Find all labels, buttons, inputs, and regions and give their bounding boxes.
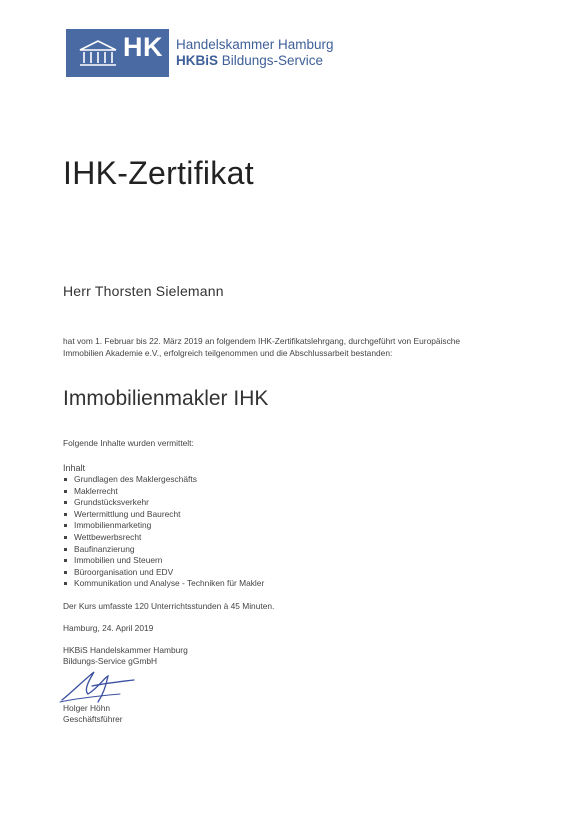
logo-box	[66, 29, 169, 77]
intro-line-2: Immobilien Akademie e.V., erfolgreich teilgenommen und die Abschlussarbeit bestanden:	[63, 347, 393, 358]
signer-block	[63, 703, 123, 725]
content-heading: Inhalt	[63, 463, 86, 473]
intro-text	[63, 336, 483, 359]
org-subname-rest: Bildungs-Service	[218, 53, 324, 68]
conveyed-text: Folgende Inhalte wurden vermittelt:	[63, 438, 194, 448]
signer-role: Geschäftsführer	[63, 714, 123, 724]
header-logo	[66, 29, 334, 77]
list-item: Maklerrecht	[63, 486, 264, 498]
list-item: Kommunikation und Analyse - Techniken für Makler	[63, 578, 264, 590]
course-title: Immobilienmakler IHK	[63, 387, 269, 410]
place-date: Hamburg, 24. April 2019	[63, 623, 154, 633]
course-hours: Der Kurs umfasste 120 Unterrichtsstunden à 45 Minuten.	[63, 601, 275, 611]
content-list	[63, 474, 264, 590]
issuer-org	[63, 645, 188, 667]
org-subname	[176, 53, 334, 69]
certificate-title: IHK-Zertifikat	[63, 155, 254, 191]
logo-text	[176, 37, 334, 69]
list-item: Immobilienmarketing	[63, 520, 264, 532]
signer-name: Holger Höhn	[63, 703, 111, 713]
list-item: Grundstücksverkehr	[63, 497, 264, 509]
list-item: Grundlagen des Maklergeschäfts	[63, 474, 264, 486]
issuer-org-line-2: Bildungs-Service gGmbH	[63, 656, 158, 666]
list-item: Immobilien und Steuern	[63, 555, 264, 567]
org-subname-bold: HKBiS	[176, 53, 219, 68]
list-item: Baufinanzierung	[63, 544, 264, 556]
list-item: Büroorganisation und EDV	[63, 567, 264, 579]
recipient-name: Herr Thorsten Sielemann	[63, 283, 224, 299]
signature-icon	[58, 668, 148, 708]
issuer-org-line-1: HKBiS Handelskammer Hamburg	[63, 645, 188, 655]
list-item: Wettbewerbsrecht	[63, 532, 264, 544]
list-item: Wertermittlung und Baurecht	[63, 509, 264, 521]
intro-line-1: hat vom 1. Februar bis 22. März 2019 an folgendem IHK-Zertifikatslehrgang, durchgeführt von Europäische	[63, 336, 461, 346]
building-emblem-icon	[76, 38, 120, 68]
org-name: Handelskammer Hamburg	[176, 37, 334, 52]
logo-mark: HK	[123, 32, 163, 62]
